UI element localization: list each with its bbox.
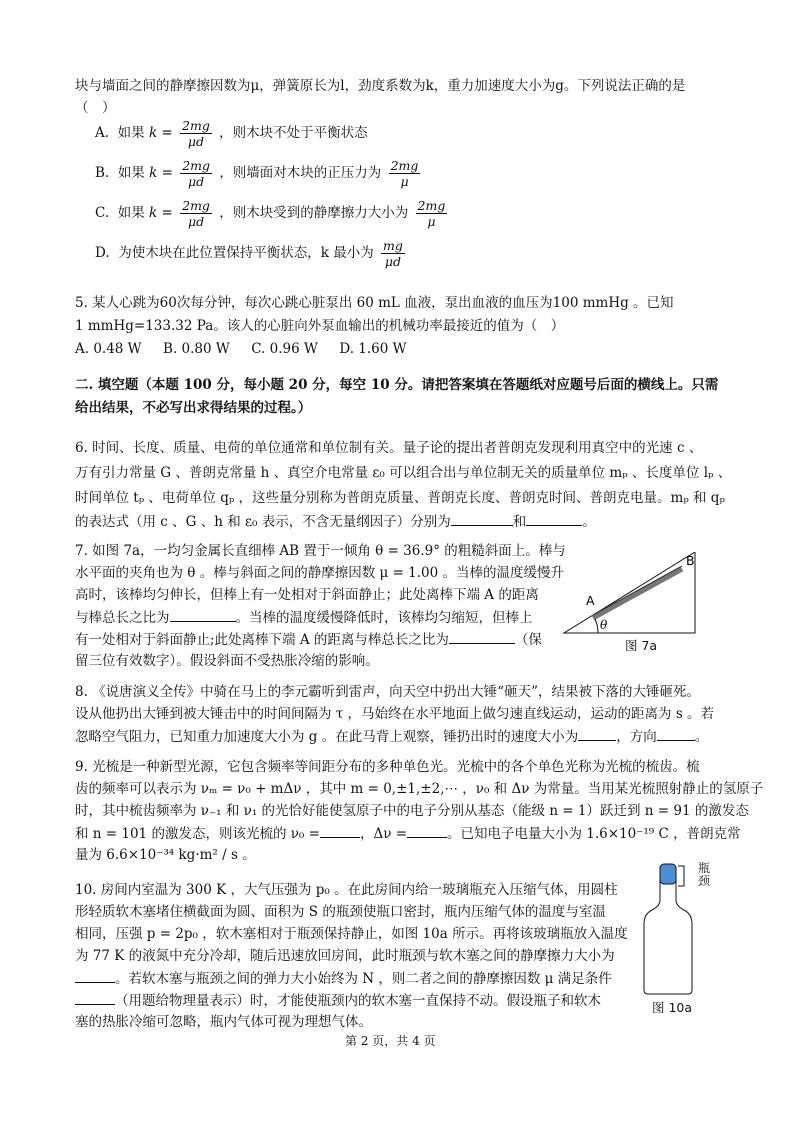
answer-blank[interactable]	[657, 726, 695, 741]
section-heading-line2: 给出结果，不必写出求得结果的过程。）	[75, 400, 312, 416]
q5-choice-a: A. 0.48 W	[75, 341, 142, 357]
figure-10a-caption: 图 10a	[652, 1000, 693, 1015]
answer-blank[interactable]	[451, 511, 513, 526]
answer-blank[interactable]	[407, 823, 447, 838]
neck-bracket	[678, 866, 684, 886]
neck-label: 瓶颈	[698, 861, 711, 888]
q8-line1: 8. 《说唐演义全传》中骑在马上的李元霸听到雷声，向天空中扔出大锤“砸天”，结果被下落的大锤砸死。	[75, 684, 700, 700]
q8-line2: 设从他扔出大锤到被大锤击中的时间间隔为 τ ，马始终在水平地面上做匀速直线运动，运动的距离为 s 。若	[75, 706, 715, 722]
rod-ab	[593, 569, 682, 618]
q10-line1: 10. 房间内室温为 300 K ，大气压强为 p₀ 。在此房间内给一玻璃瓶充入压缩气体，用圆柱	[75, 882, 618, 898]
q10-line3: 相同，压强 p = 2p₀ ，软木塞相对于瓶颈保持静止，如图 10a 所示。再将该玻璃瓶放入温度	[75, 926, 628, 942]
bottle-outline	[644, 870, 692, 994]
q9-line3: 时，其中梳齿频率为 ν₋₁ 和 ν₁ 的光恰好能使氢原子中的电子分别从基态（能级 n = 1）跃迁到 n = 91 的激发态	[75, 803, 749, 819]
incline-plane	[564, 552, 695, 633]
rod-edge	[593, 566, 682, 615]
q7-line6: 留三位有效数字）。假设斜面不受热胀冷缩的影响。	[75, 653, 379, 669]
label-theta: θ	[600, 618, 608, 632]
q7-line1: 7. 如图 7a，一均匀金属长直细棒 AB 置于一倾角 θ = 36.9° 的粗糙斜面上。棒与	[75, 543, 566, 559]
q9-line4: 和 n = 101 的激发态，则该光梳的 ν₀ = ，Δν = 。已知电子电量大小为 1.6×10⁻¹⁹ C ，普朗克常	[75, 823, 741, 844]
answer-blank[interactable]	[75, 968, 115, 983]
label-b: B	[686, 553, 695, 568]
q7-line4: 与棒总长之比为 。当棒的温度缓慢降低时，该棒均匀缩短，但棒上	[75, 607, 533, 628]
q10-line4: 为 77 K 的液氮中充分冷却，随后迅速放回房间，此时瓶颈与软木塞之间的静摩擦力大小为	[75, 948, 615, 964]
q10-line6: （用题给物理量表示）时，才能使瓶颈内的软木塞一直保持不动。假设瓶子和软木	[75, 990, 601, 1011]
q6-line2: 万有引力常量 G 、普朗克常量 h 、真空介电常量 ε₀ 可以组合出与单位制无关的质量单位 mₚ 、长度单位 lₚ 、	[75, 465, 732, 481]
answer-blank[interactable]	[320, 823, 360, 838]
q4-option-d: D. 为使木块在此位置保持平衡状态，k 最小为 $\frac{mg}{\mu d}$	[95, 238, 403, 269]
angle-arc	[595, 619, 598, 633]
q9-line1: 9. 光梳是一种新型光源，它包含频率等间距分布的多种单色光。光梳中的各个单色光称为光梳的梳齿。梳	[75, 759, 700, 775]
q4-stem-line2: （ ）	[75, 100, 116, 116]
fraction: $\frac{2mg}{\mu d}$	[182, 118, 210, 149]
answer-blank[interactable]	[75, 990, 115, 1005]
q5-choice-c: C. 0.96 W	[251, 341, 318, 357]
fraction: $\frac{mg}{\mu d}$	[383, 238, 403, 269]
answer-blank[interactable]	[170, 607, 236, 622]
figure-7a-caption: 图 7a	[625, 638, 658, 653]
q10-line5: 。若软木塞与瓶颈之间的弹力大小始终为 N ，则二者之间的静摩擦因数 μ 满足条件	[75, 968, 612, 989]
fraction: $\frac{2mg}{\mu d}$	[182, 198, 210, 229]
answer-blank[interactable]	[449, 629, 515, 644]
answer-blank[interactable]	[578, 726, 616, 741]
fraction: $\frac{2mg}{\mu d}$	[182, 158, 211, 189]
fraction: $\frac{2mg}{\mu}$	[390, 158, 419, 189]
q4-option-b: B. 如果 k = $\frac{2mg}{\mu d}$ ，则墙面对木块的正压力为 $\frac{2mg}{\mu}$	[95, 158, 419, 189]
q5-choice-b: B. 0.80 W	[163, 341, 230, 357]
label-a: A	[586, 593, 595, 608]
q6-line3: 时间单位 tₚ 、电荷单位 qₚ ，这些量分别称为普朗克质量、普朗克长度、普朗克时间、普朗克电量。mₚ 和 qₚ	[75, 490, 725, 506]
q10-line2: 形轻质软木塞堵住横截面为圆、面积为 S 的瓶颈使瓶口密封，瓶内压缩气体的温度与室温	[75, 904, 606, 920]
q4-option-c: C. 如果 k = $\frac{2mg}{\mu d}$ ，则木块受到的静摩擦力大小为 $\frac{2mg}{\mu}$	[95, 198, 446, 229]
q9-line5: 量为 6.6×10⁻³⁴ kg·m² / s 。	[75, 847, 256, 863]
q6-line1: 6. 时间、长度、质量、电荷的单位通常和单位制有关。量子论的提出者普朗克发现利用真空中的光速 c 、	[75, 440, 703, 456]
q4-stem-line1: 块与墙面之间的静摩擦因数为μ，弹簧原长为l，劲度系数为k，重力加速度大小为g。下列说法正确的是	[75, 78, 686, 94]
q5-choices	[75, 339, 407, 359]
q6-line4: 的表达式（用 c 、G 、h 和 ε₀ 表示，不含无量纲因子）分别为 和 。	[75, 511, 596, 532]
q10-line7: 塞的热胀冷缩可忽略，瓶内气体可视为理想气体。	[75, 1014, 372, 1030]
q5-choice-d: D. 1.60 W	[339, 341, 407, 357]
answer-blank[interactable]	[526, 511, 582, 526]
q9-line2: 齿的频率可以表示为 νₘ = ν₀ + mΔν ，其中 m = 0,±1,±2,⋯ ，ν₀ 和 Δν 为常量。当用某光梳照射静止的氢原子	[75, 781, 764, 797]
section-heading-line1: 二. 填空题（本题 100 分，每小题 20 分，每空 10 分。请把答案填在答题纸对应题号后面的横线上。只需	[75, 377, 719, 393]
cork-stopper	[660, 864, 676, 884]
q5-line1: 5. 某人心跳为60次每分钟，每次心跳心脏泵出 60 mL 血液，泵出血液的血压为100 mmHg 。已知	[75, 295, 674, 311]
page-footer: 第 2 页，共 4 页	[345, 1034, 436, 1048]
q7-line3: 高时，该棒均匀伸长，但棒上有一处相对于斜面静止；此处离棒下端 A 的距离	[75, 587, 539, 603]
q7-line2: 水平面的夹角也为 θ 。棒与斜面之间的静摩擦因数 μ = 1.00 。当棒的温度缓慢升	[75, 565, 565, 581]
fraction: $\frac{2mg}{\mu}$	[417, 198, 446, 229]
q8-line3: 忽略空气阻力，已知重力加速度大小为 g 。在此马背上观察，锤扔出时的速度大小为 ，方向 。	[75, 726, 708, 747]
q5-line2: 1 mmHg=133.32 Pa。该人的心脏向外泵血输出的机械功率最接近的值为（ ）	[75, 318, 565, 334]
q7-line5: 有一处相对于斜面静止;此处离棒下端 A 的距离与棒总长之比为 （保	[75, 629, 542, 650]
q4-option-a: A. 如果 k = $\frac{2mg}{\mu d}$ ，则木块不处于平衡状态	[95, 118, 368, 149]
